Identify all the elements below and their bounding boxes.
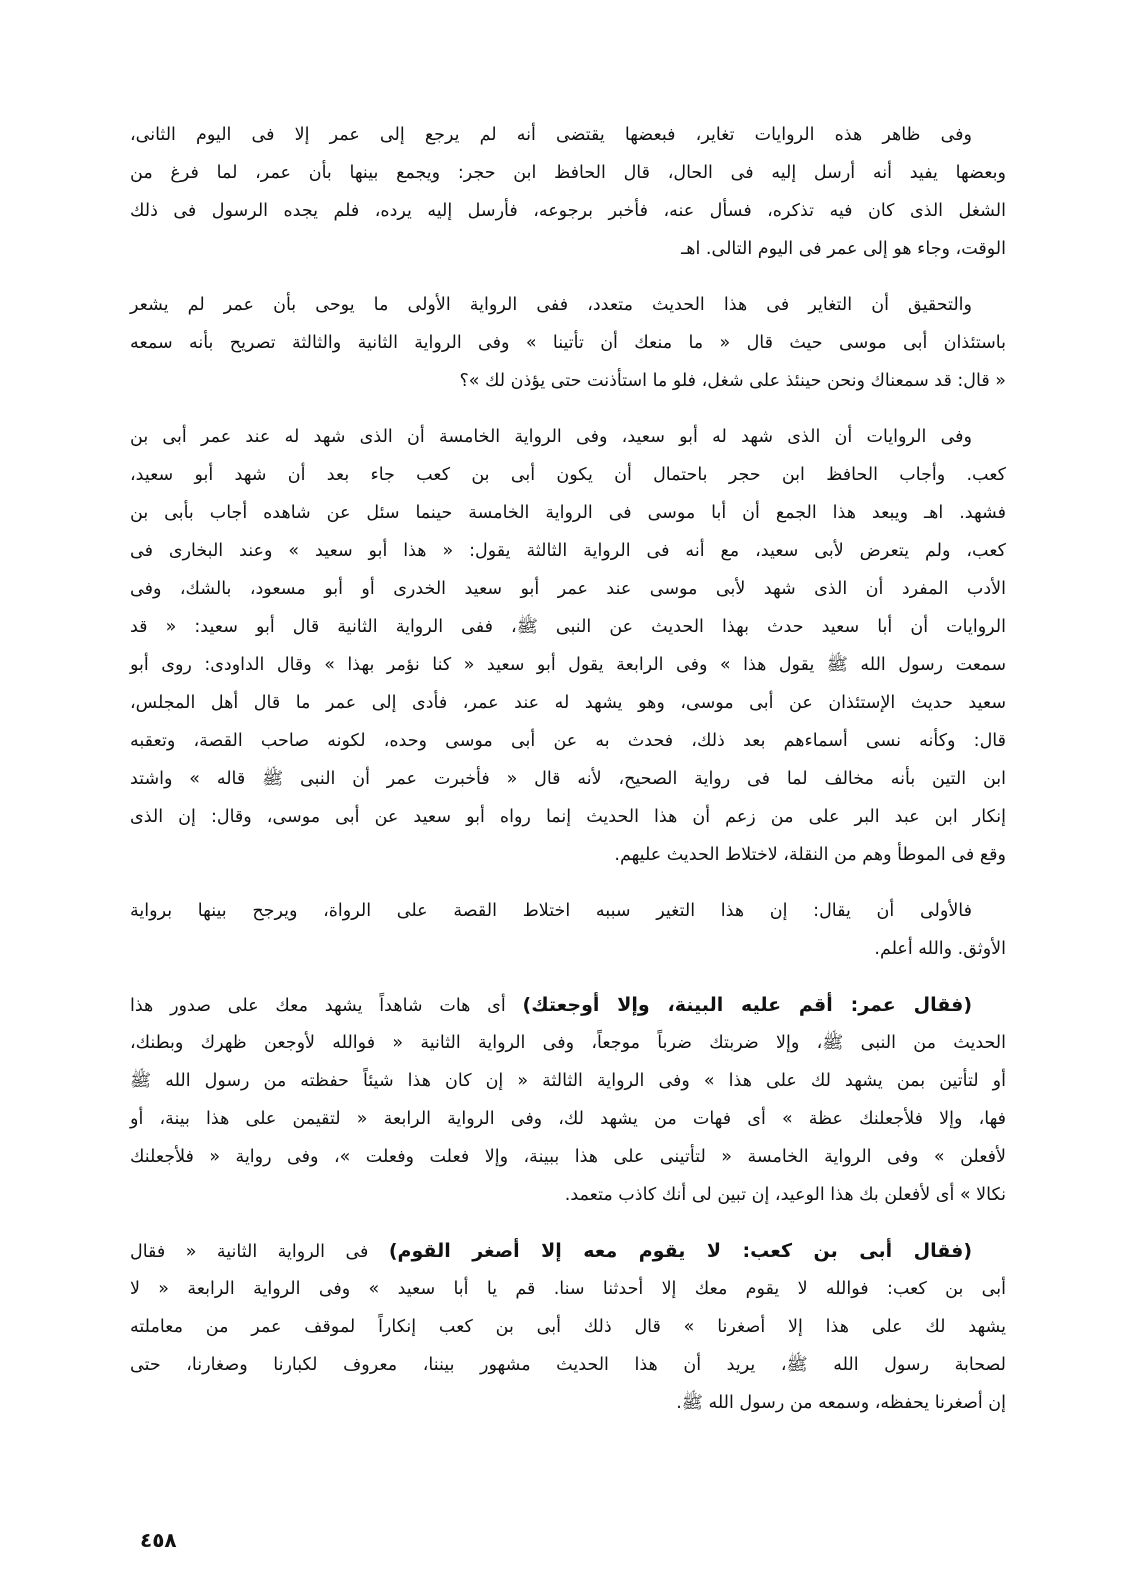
paragraph: [130, 116, 1006, 268]
line-text: إن أصغرنا يحفظه، وسمعه من رسول الله ﷺ.: [676, 1393, 1006, 1413]
text-line: [130, 930, 1006, 968]
line-text: الأوثق. والله أعلم.: [874, 939, 1006, 959]
line-text: وبعضها يفيد أنه أرسل إليه فى الحال، قال الحافظ ابن حجر: ويجمع بينها بأن عمر، لما فرغ من: [130, 163, 1006, 183]
text-line: [130, 116, 1006, 154]
text-line: [130, 646, 1006, 684]
line-text: الوقت، وجاء هو إلى عمر فى اليوم التالى. اهـ: [681, 239, 1006, 259]
text-line: [130, 532, 1006, 570]
line-text: الشغل الذى كان فيه تذكره، فسأل عنه، فأخبر برجوعه، فأرسل إليه يرده، فلم يجده الرسول فى ذلك: [130, 201, 1006, 221]
text-line: [130, 684, 1006, 722]
text-line: [130, 722, 1006, 760]
text-line: [130, 1138, 1006, 1176]
text-line: [130, 418, 1006, 456]
text-line: [130, 230, 1006, 268]
text-line: [130, 1270, 1006, 1308]
line-text: أو لتأتين بمن يشهد لك على هذا » وفى الرواية الثالثة « إن كان هذا شيئاً حفظته من رسول الله ﷺ: [130, 1071, 1006, 1091]
line-text: كعب، ولم يتعرض لأبى سعيد، مع أنه فى الرواية الثالثة يقول: « هذا أبو سعيد » وعند البخارى فى: [130, 541, 1006, 561]
line-text: فى الرواية الثانية « فقال: [130, 1242, 389, 1262]
paragraph: [130, 892, 1006, 968]
line-text: الأدب المفرد أن الذى شهد لأبى موسى عند عمر أبو سعيد الخدرى أو أبو مسعود، بالشك، وفى: [130, 579, 1006, 599]
line-text: فالأولى أن يقال: إن هذا التغير سببه اختلاط القصة على الرواة، ويرجح بينها برواية: [130, 901, 972, 921]
text-line: [130, 1384, 1006, 1422]
text-line: [130, 1232, 1006, 1270]
line-text: ابن التين بأنه مخالف لما فى رواية الصحيح، لأنه قال « فأخبرت عمر أن النبى ﷺ قاله » واشتد: [130, 769, 1006, 789]
paragraph: [130, 986, 1006, 1214]
text-line: [130, 1308, 1006, 1346]
text-line: [130, 154, 1006, 192]
bold-heading: (فقال أبى بن كعب: لا يقوم معه إلا أصغر القوم): [388, 1240, 973, 1262]
text-line: [130, 608, 1006, 646]
text-line: [130, 456, 1006, 494]
line-text: قال: وكأنه نسى أسماءهم بعد ذلك، فحدث به عن أبى موسى وحده، لكونه صاحب القصة، وتعقبه: [130, 731, 1006, 751]
text-line: [130, 1176, 1006, 1214]
text-line: [130, 1100, 1006, 1138]
paragraph: [130, 286, 1006, 400]
text-line: [130, 798, 1006, 836]
line-text: وقع فى الموطأ وهم من النقلة، لاختلاط الحديث عليهم.: [614, 845, 1006, 865]
line-text: الحديث من النبى ﷺ، وإلا ضربتك ضرباً موجعاً، وفى الرواية الثانية « فوالله لأوجعن ظهرك وبطنك،: [130, 1033, 1006, 1053]
line-text: أبى بن كعب: فوالله لا يقوم معك إلا أحدثنا سنا. قم يا أبا سعيد » وفى الرواية الرابعة « لا: [130, 1279, 1006, 1299]
line-text: نكالا » أى لأفعلن بك هذا الوعيد، إن تبين لى أنك كاذب متعمد.: [564, 1185, 1006, 1205]
line-text: فها، وإلا فلأجعلنك عظة » أى فهات من يشهد لك، وفى الرواية الرابعة « لتقيمن على هذا بينة، أو: [130, 1109, 1006, 1129]
line-text: والتحقيق أن التغاير فى هذا الحديث متعدد، ففى الرواية الأولى ما يوحى بأن عمر لم يشعر: [130, 295, 972, 315]
line-text: لصحابة رسول الله ﷺ، يريد أن هذا الحديث مشهور بيننا، معروف لكبارنا وصغارنا، حتى: [130, 1355, 1006, 1375]
text-line: [130, 286, 1006, 324]
text-line: [130, 192, 1006, 230]
text-line: [130, 324, 1006, 362]
page-body: [130, 116, 1006, 1422]
bold-heading: (فقال عمر: أقم عليه البينة، وإلا أوجعتك): [522, 994, 972, 1016]
line-text: يشهد لك على هذا إلا أصغرنا » قال ذلك أبى بن كعب إنكاراً لموقف عمر من معاملته: [130, 1317, 1006, 1337]
text-line: [130, 760, 1006, 798]
line-text: لأفعلن » وفى الرواية الخامسة « لتأتينى على هذا ببينة، وإلا فعلت وفعلت »، وفى رواية « فلأجعلنك: [130, 1147, 1006, 1167]
line-text: باستئذان أبى موسى حيث قال « ما منعك أن تأتينا » وفى الرواية الثانية والثالثة تصريح بأنه سمعه: [130, 333, 1006, 353]
line-text: « قال: قد سمعناك ونحن حينئذ على شغل، فلو ما استأذنت حتى يؤذن لك »؟: [459, 371, 1006, 391]
paragraph: [130, 418, 1006, 874]
line-text: سمعت رسول الله ﷺ يقول هذا » وفى الرابعة يقول أبو سعيد « كنا نؤمر بهذا » وقال الداودى: روى أبو: [130, 655, 1006, 675]
line-text: إنكار ابن عبد البر على من زعم أن هذا الحديث إنما رواه أبو سعيد عن أبى موسى، وقال: إن الذى: [130, 807, 1006, 827]
line-text: سعيد حديث الإستئذان عن أبى موسى، وهو يشهد له عند عمر، فأدى إلى عمر ما قال أهل المجلس،: [130, 693, 1006, 713]
text-line: [130, 1062, 1006, 1100]
line-text: وفى الروايات أن الذى شهد له أبو سعيد، وفى الرواية الخامسة أن الذى شهد له عند عمر أبى بن: [130, 427, 972, 447]
text-line: [130, 1024, 1006, 1062]
text-line: [130, 494, 1006, 532]
text-line: [130, 836, 1006, 874]
text-line: [130, 892, 1006, 930]
line-text: أى هات شاهداً يشهد معك على صدور هذا: [130, 996, 523, 1016]
text-line: [130, 986, 1006, 1024]
text-line: [130, 362, 1006, 400]
line-text: وفى ظاهر هذه الروايات تغاير، فبعضها يقتضى أنه لم يرجع إلى عمر إلا فى اليوم الثانى،: [130, 125, 972, 145]
paragraph: [130, 1232, 1006, 1422]
text-line: [130, 1346, 1006, 1384]
line-text: فشهد. اهـ ويبعد هذا الجمع أن أبا موسى فى الرواية الخامسة حينما سئل عن شاهده أجاب بأبى بن: [130, 503, 1006, 523]
line-text: كعب. وأجاب الحافظ ابن حجر باحتمال أن يكون أبى بن كعب جاء بعد أن شهد أبو سعيد،: [130, 465, 1006, 485]
page-number: ٤٥٨: [140, 1528, 177, 1552]
line-text: الروايات أن أبا سعيد حدث بهذا الحديث عن النبى ﷺ، ففى الرواية الثانية قال أبو سعيد: « قد: [130, 617, 1006, 637]
text-line: [130, 570, 1006, 608]
